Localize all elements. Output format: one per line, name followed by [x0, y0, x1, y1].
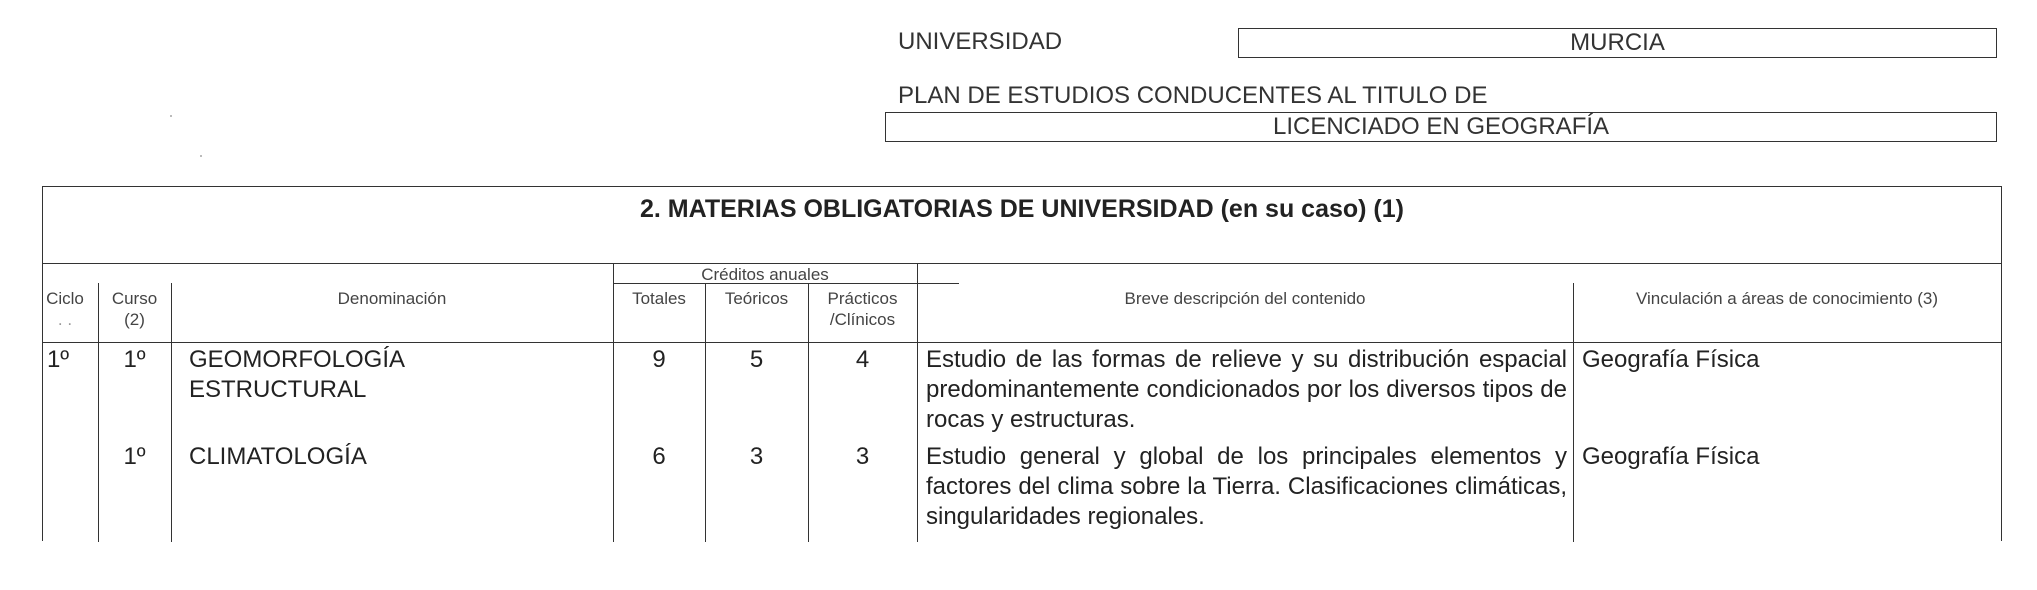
row-totales: 6 — [652, 443, 666, 470]
row-totales: 9 — [652, 346, 666, 373]
denominacion-header: Denominación — [337, 289, 447, 308]
col-divider — [1573, 283, 1574, 542]
curso-header-sub: (2) — [124, 310, 145, 329]
scan-speck — [170, 115, 172, 117]
curso-header-label: Curso — [111, 289, 158, 308]
scan-speck — [200, 155, 202, 157]
practicos-header-label: Prácticos — [827, 289, 898, 308]
row-curso: 1º — [123, 346, 146, 373]
plan-label: PLAN DE ESTUDIOS CONDUCENTES AL TITULO DE — [898, 82, 1488, 109]
row-teoricos: 5 — [749, 346, 764, 373]
creditos-header: Créditos anuales — [701, 265, 829, 284]
row-practicos: 3 — [855, 443, 870, 470]
title-divider — [43, 263, 2001, 264]
table-title: 2. MATERIAS OBLIGATORIAS DE UNIVERSIDAD (en su caso) (1) — [640, 195, 1404, 223]
row-descripcion: Estudio de las formas de relieve y su distribución espacial predominantemente condicionados por los diversos tipos de rocas y estructuras. — [926, 346, 1567, 433]
ciclo-header-sub: . . — [57, 310, 73, 329]
materias-table — [42, 186, 2002, 541]
header-divider — [43, 342, 2001, 343]
row-teoricos: 3 — [749, 443, 764, 470]
vinculacion-header: Vinculación a áreas de conocimiento (3) — [1635, 289, 1939, 308]
universidad-label: UNIVERSIDAD — [898, 28, 1063, 55]
curso-header — [98, 288, 171, 330]
ciclo-header — [35, 288, 95, 330]
plan-value: LICENCIADO EN GEOGRAFÍA — [885, 112, 1997, 142]
row-curso: 1º — [123, 443, 146, 470]
row-denominacion-line: ESTRUCTURAL — [189, 376, 367, 403]
col-divider — [705, 283, 706, 542]
row-denominacion — [189, 345, 609, 405]
ciclo-header-label: Ciclo — [46, 289, 84, 308]
descripcion-header: Breve descripción del contenido — [1124, 289, 1366, 308]
row-practicos: 4 — [855, 346, 870, 373]
row-vinculacion: Geografía Física — [1582, 443, 1760, 470]
teoricos-header: Teóricos — [724, 289, 789, 308]
practicos-header-sub: /Clínicos — [829, 310, 896, 329]
row-denominacion-line: CLIMATOLOGÍA — [189, 443, 367, 470]
practicos-header — [808, 288, 917, 330]
row-descripcion: Estudio general y global de los principales elementos y factores del clima sobre la Tierra. Clasificaciones climáticas, singularidades regionales. — [926, 443, 1567, 530]
col-divider — [171, 283, 172, 542]
universidad-value: MURCIA — [1238, 28, 1997, 58]
totales-header: Totales — [632, 289, 686, 308]
row-vinculacion: Geografía Física — [1582, 346, 1760, 373]
row-denominacion-line: GEOMORFOLOGÍA — [189, 346, 406, 373]
row-ciclo: 1º — [46, 346, 70, 373]
row-denominacion — [189, 442, 609, 472]
